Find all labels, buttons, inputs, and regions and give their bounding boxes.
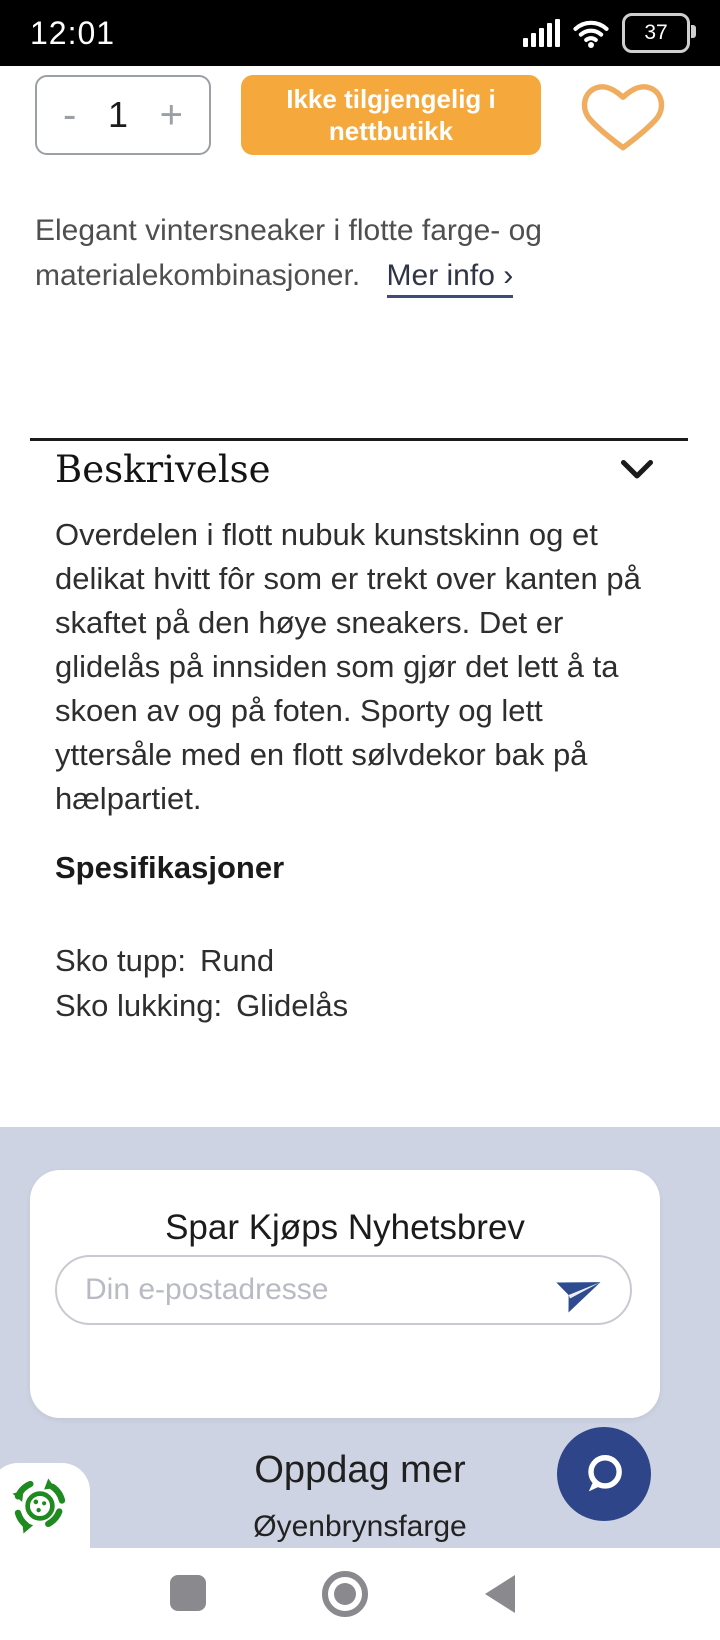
availability-button[interactable]: Ikke tilgjengelig i nettbutikk [241,75,541,155]
home-circle-icon[interactable] [322,1571,368,1617]
status-icons [523,13,690,53]
back-triangle-icon[interactable] [485,1575,515,1613]
quantity-decrease-button[interactable]: - [63,93,77,137]
android-nav-bar [0,1548,720,1640]
cookie-consent-badge[interactable] [0,1463,90,1548]
specifications-list [55,938,348,1028]
spec-row-toe [55,938,348,983]
paper-plane-icon [558,1299,604,1314]
section-divider [30,438,688,441]
recents-square-icon[interactable] [170,1575,206,1611]
newsletter-email-input[interactable] [83,1272,548,1308]
spec-value: Glidelås [236,988,349,1023]
signal-strength-icon [523,19,560,47]
spec-label: Sko tupp: [55,943,186,978]
newsletter-send-button[interactable] [558,1269,604,1311]
description-accordion-header[interactable] [55,448,655,491]
description-body: Overdelen i flott nubuk kunstskinn og et delikat hvitt fôr som er trekt over kanten på skaftet på den høye sneakers. Det er glidelås på innsiden som gjør det lett å ta skoen av og på foten. Sporty og lett yttersåle med en flott sølvdekor bak på hælpartiet. [55,517,641,816]
clock: 12:01 [30,14,116,51]
newsletter-title: Spar Kjøps Nyhetsbrev [165,1208,525,1247]
battery-icon [622,13,690,53]
spec-row-closure [55,983,348,1028]
discover-link-oyenbrynsfarge[interactable]: Øyenbrynsfarge [253,1510,467,1543]
wifi-icon [572,17,610,49]
specifications-title: Spesifikasjoner [55,850,285,885]
description-title: Beskrivelse [55,448,271,491]
quantity-value: 1 [107,94,128,135]
quantity-increase-button[interactable]: + [159,93,183,137]
newsletter-card [30,1170,660,1418]
status-bar [0,0,720,66]
short-description-text: Elegant vintersneaker i flotte farge- og materialekombinasjoner. [35,214,542,292]
purchase-row [35,75,667,160]
discover-more-title: Oppdag mer [254,1449,466,1491]
newsletter-email-box [55,1255,632,1325]
spec-value: Rund [199,943,275,978]
spec-label: Sko lukking: [55,988,223,1023]
quantity-stepper[interactable] [35,75,211,155]
more-info-link[interactable]: Mer info › [387,259,514,298]
newsletter-band [0,1127,720,1548]
favorite-heart-icon[interactable] [579,71,667,160]
short-description [35,208,665,298]
chevron-down-icon[interactable] [619,457,655,483]
battery-percent: 37 [644,21,668,44]
cookie-recycle-icon [7,1473,73,1539]
